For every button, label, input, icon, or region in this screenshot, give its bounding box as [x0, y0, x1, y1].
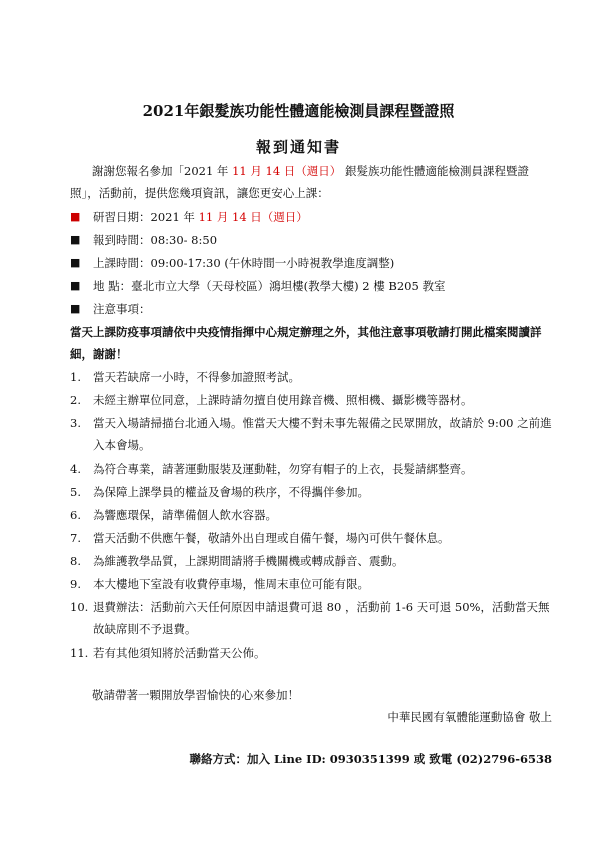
item-text: 未經主辦單位同意，上課時請勿擅自使用錄音機、照相機、攝影機等器材。: [93, 393, 473, 407]
intro-paragraph: [70, 160, 548, 204]
item-number: 1.: [70, 370, 81, 384]
bullet-square-icon: ■: [70, 210, 81, 223]
item-text: 退費辦法：活動前六天任何原因申請退費可退 80 ，活動前 1-6 天可退 50%，活動當天無故缺席則不予退費。: [93, 600, 550, 636]
page-title: 2021年銀髮族功能性體適能檢測員課程暨證照: [142, 102, 455, 120]
bullet-square-icon: ■: [70, 256, 81, 269]
item-text: 當天入場請掃描台北通入場。惟當天大樓不對未事先報備之民眾開放，故請於 9:00 之前進入本會場。: [93, 416, 552, 452]
item-text: 當天活動不供應午餐，敬請外出自理或自備午餐，場內可供午餐休息。: [93, 531, 450, 545]
info-notes-heading: 注意事項：: [93, 302, 151, 316]
intro-date: 11 月 14 日（週日）: [232, 164, 342, 178]
item-number: 8.: [70, 554, 81, 568]
bullet-square-icon: ■: [70, 233, 81, 246]
item-number: 7.: [70, 531, 81, 545]
item-text: 若有其他須知將於活動當天公佈。: [93, 646, 266, 660]
item-number: 11.: [70, 646, 89, 660]
page-subtitle: 報到通知書: [255, 138, 341, 156]
item-number: 10.: [70, 600, 89, 614]
epidemic-notice: 當天上課防疫事項請依中央疫情指揮中心規定辦理之外，其他注意事項敬請打開此檔案閱讀詳細，謝謝！: [70, 325, 542, 361]
info-class-time: 上課時間：09:00-17:30 (午休時間一小時視教學進度調整): [93, 256, 395, 270]
contact-info: 聯絡方式：加入 Line ID: 0930351399 或 致電 (02)2796-6538: [189, 752, 552, 766]
intro-text-2: 銀髮族功能性體適能檢測員課程暨證照」，活動前，提供您幾項資訊，讓您更安心上課：: [70, 164, 529, 200]
item-text: 為保障上課學員的權益及會場的秩序，不得攜伴參加。: [93, 485, 369, 499]
info-training-date: [93, 206, 308, 228]
item-text: 為響應環保，請準備個人飲水容器。: [93, 508, 277, 522]
item-text: 為維護教學品質，上課期間請將手機關機或轉成靜音、震動。: [93, 554, 404, 568]
info-location: 地 點：臺北市立大學（天母校區）鴻坦樓(教學大樓) 2 樓 B205 教室: [93, 279, 446, 293]
bullet-square-icon: ■: [70, 279, 81, 292]
item-number: 5.: [70, 485, 81, 499]
item-text: 當天若缺席一小時，不得參加證照考試。: [93, 370, 300, 384]
intro-text-1: 謝謝您報名參加「2021 年: [92, 164, 233, 178]
item-number: 9.: [70, 577, 81, 591]
item-number: 6.: [70, 508, 81, 522]
info-date: 11 月 14 日（週日）: [198, 210, 308, 224]
info-label: 研習日期：2021 年: [93, 210, 199, 224]
item-text: 為符合專業，請著運動服裝及運動鞋，勿穿有帽子的上衣，長髮請綁整齊。: [93, 462, 473, 476]
item-text: 本大樓地下室設有收費停車場，惟周末車位可能有限。: [93, 577, 369, 591]
bullet-square-icon: ■: [70, 302, 81, 315]
info-checkin-time: 報到時間：08:30- 8:50: [93, 233, 218, 247]
closing-line: 敬請帶著一顆開放學習愉快的心來參加！: [92, 688, 299, 702]
item-number: 4.: [70, 462, 81, 476]
item-number: 2.: [70, 393, 81, 407]
item-number: 3.: [70, 416, 81, 430]
signature: 中華民國有氧體能運動協會 敬上: [387, 710, 552, 724]
